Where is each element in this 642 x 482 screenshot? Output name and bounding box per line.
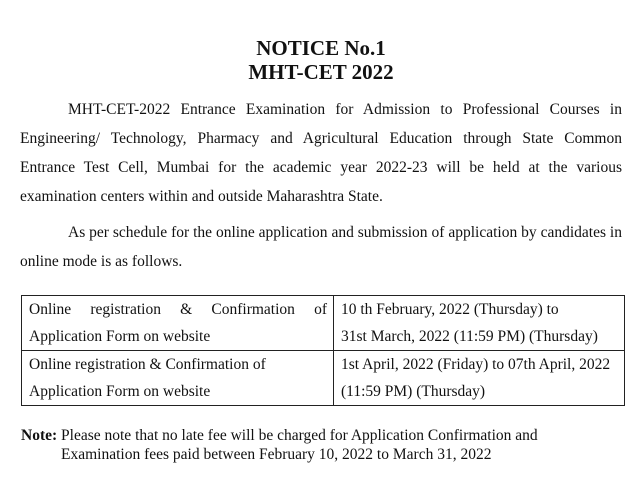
exam-title: MHT-CET 2022 — [248, 60, 394, 84]
date-cell — [334, 351, 625, 406]
table-row — [22, 351, 625, 406]
date-line: 31st March, 2022 (11:59 PM) (Thursday) — [341, 328, 598, 345]
date-line: (11:59 PM) (Thursday) — [341, 383, 486, 400]
intro-paragraph: MHT-CET-2022 Entrance Examination for Admission to Professional Courses in Engineering/ Technology, Pharmacy and Agricultural Education through State Common Entrance Test Cell, Mumbai for the academic year 2022-23 will be held at the various examination centers within and outside Maharashtra State. — [20, 101, 622, 205]
schedule-table — [21, 295, 625, 406]
activity-line: Online registration & Confirmation of — [29, 356, 266, 373]
activity-line: Application Form on website — [29, 383, 211, 400]
note-text: Please note that no late fee will be charged for Application Confirmation and — [57, 427, 538, 444]
note-label: Note: — [21, 427, 58, 444]
date-line: 10 th February, 2022 (Thursday) to — [341, 301, 559, 318]
activity-line: Application Form on website — [29, 328, 211, 345]
note-block — [21, 426, 621, 464]
date-line: 1st April, 2022 (Friday) to 07th April, 2022 — [341, 356, 611, 373]
activity-cell — [22, 296, 334, 351]
activity-line: Online registration & Confirmation of — [29, 301, 327, 318]
table-row — [22, 296, 625, 351]
notice-title: NOTICE No.1 — [256, 36, 386, 60]
activity-cell — [22, 351, 334, 406]
schedule-intro-paragraph: As per schedule for the online application and submission of application by candidates in online mode is as follows. — [20, 224, 622, 270]
note-text-continued: Examination fees paid between February 10, 2022 to March 31, 2022 — [61, 446, 492, 463]
date-cell — [334, 296, 625, 351]
